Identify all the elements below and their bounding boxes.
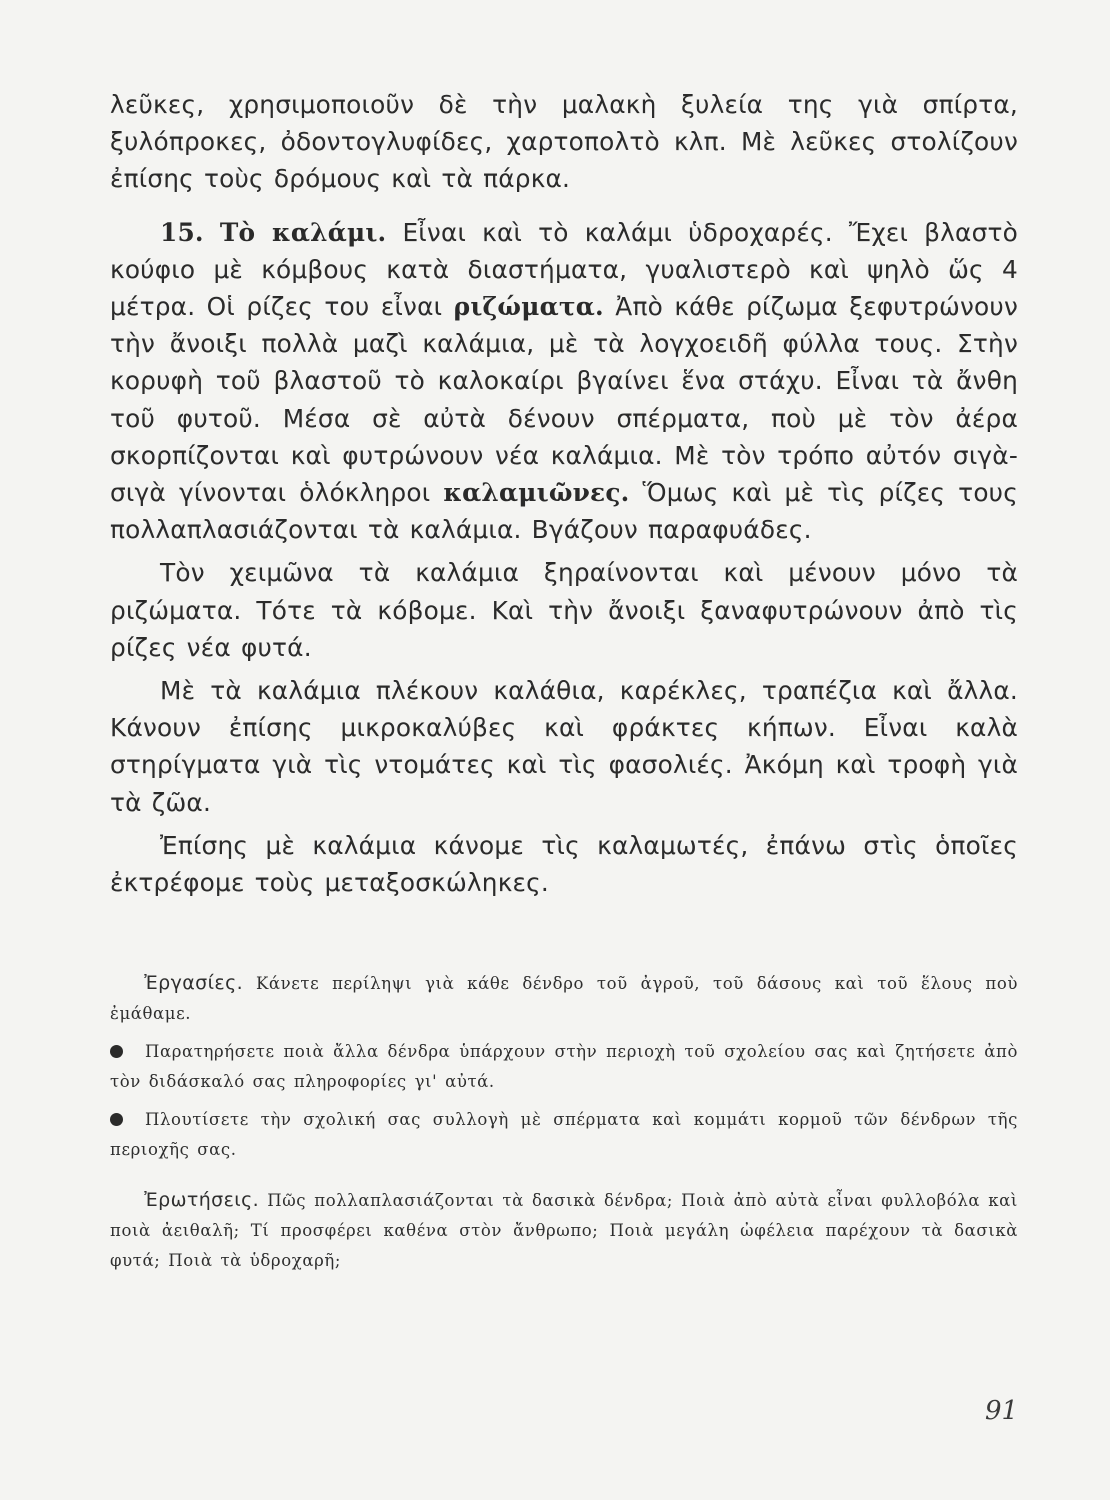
- questions-block: [110, 1185, 1018, 1276]
- main-text: [110, 86, 1018, 901]
- section-paragraph-2: [110, 554, 1018, 666]
- section-title: Τὸ καλάμι.: [219, 217, 387, 247]
- section-paragraph-2-text: Τὸν χειμῶνα τὰ καλάμια ξηραίνονται καὶ μένουν μόνο τὰ ριζώματα. Τότε τὰ κόβομε. Καὶ τὴν ἄνοιξι ξαναφυτρώνουν ἀπὸ τὶς ρίζες νέα φυτά.: [110, 558, 1018, 662]
- section-paragraph-1: [110, 214, 1018, 549]
- section-paragraph-4: [110, 827, 1018, 901]
- questions-paragraph: [110, 1185, 1018, 1276]
- exercises-label: Ἐργασίες.: [144, 972, 244, 994]
- exercise-item-2-text: Πλουτίσετε τὴν σχολική σας συλλογὴ μὲ σπέρματα καὶ κομμάτι κορμοῦ τῶν δένδρων τῆς περιοχῆς σας.: [110, 1110, 1018, 1159]
- section-text-b: Ἀπὸ κάθε ρίζωμα ξεφυτρώνουν τὴν ἄνοιξι πολλὰ μαζὶ καλάμια, μὲ τὰ λογχοειδῆ φύλλα τους. Στὴν κορυφὴ τοῦ βλαστοῦ τὸ καλοκαίρι βγαίνει ἕνα στάχυ. Εἶναι τὰ ἄνθη τοῦ φυτοῦ. Μέσα σὲ αὐτὰ δένουν σπέρματα, ποὺ μὲ τὸν ἀέρα σκορπίζονται καὶ φυτρώνουν νέα καλάμια. Μὲ τὸν τρόπο αὐτόν σιγὰ-σιγὰ γίνονται ὁλόκληροι: [110, 292, 1019, 508]
- exercise-item-1: [110, 1037, 1018, 1097]
- questions-text: Πῶς πολλαπλασιάζονται τὰ δασικὰ δένδρα; Ποιὰ ἀπὸ αὐτὰ εἶναι φυλλοβόλα καὶ ποιὰ ἀειθαλῆ; Τί προσφέρει καθένα στὸν ἄνθρωπο; Ποιὰ μεγάλη ὠφέλεια παρέχουν τὰ δασικὰ φυτά; Ποιὰ τὰ ὑδροχαρῆ;: [110, 1191, 1018, 1270]
- page-number: 91: [985, 1396, 1019, 1426]
- intro-paragraph: λεῦκες, χρησιμοποιοῦν δὲ τὴν μαλακὴ ξυλεία της γιὰ σπίρτα, ξυλόπροκες, ὀδοντογλυφίδες, χαρτοπολτὸ κλπ. Μὲ λεῦκες στολίζουν ἐπίσης τοὺς δρόμους καὶ τὰ πάρκα.: [110, 90, 1018, 194]
- exercises-text: Κάνετε περίληψι γιὰ κάθε δένδρο τοῦ ἀγροῦ, τοῦ δάσους καὶ τοῦ ἕλους ποὺ ἐμάθαμε.: [110, 974, 1018, 1023]
- bullet-icon: [110, 1113, 123, 1126]
- section-paragraph-4-text: Ἐπίσης μὲ καλάμια κάνομε τὶς καλαμωτές, ἐπάνω στὶς ὁποῖες ἐκτρέφομε τοὺς μεταξοσκώληκες.: [110, 830, 1018, 898]
- section-paragraph-3-text: Μὲ τὰ καλάμια πλέκουν καλάθια, καρέκλες, τραπέζια καὶ ἄλλα. Κάνουν ἐπίσης μικροκαλύβες καὶ φράκτες κήπων. Εἶναι καλὰ στηρίγματα γιὰ τὶς ντομάτες καὶ τὶς φασολιές. Ἀκόμη καὶ τροφὴ γιὰ τὰ ζῶα.: [110, 676, 1018, 817]
- bullet-icon: [110, 1045, 123, 1058]
- term-rhizomes: ριζώματα.: [453, 292, 604, 322]
- section-paragraph-3: [110, 672, 1018, 821]
- exercises-paragraph: [110, 968, 1018, 1029]
- section-text-c: Ὅμως καὶ μὲ τὶς ρίζες τους πολλαπλασιάζονται τὰ καλάμια. Βγάζουν παραφυάδες.: [110, 478, 1018, 545]
- exercise-item-1-text: Παρατηρήσετε ποιὰ ἄλλα δένδρα ὑπάρχουν στὴν περιοχὴ τοῦ σχολείου σας καὶ ζητήσετε ἀπὸ τὸν διδάσκαλό σας πληροφορίες γι' αὐτά.: [110, 1042, 1018, 1091]
- term-reedbeds: καλαμιῶνες.: [443, 478, 630, 508]
- exercises-block: [110, 968, 1018, 1165]
- section-number: 15.: [160, 217, 204, 247]
- section-text-a: Εἶναι καὶ τὸ καλάμι ὑδροχαρές. Ἔχει βλαστὸ κούφιο μὲ κόμβους κατὰ διαστήματα, γυαλιστερὸ καὶ ψηλὸ ὥς 4 μέτρα. Οἱ ρίζες του εἶναι: [110, 217, 1018, 322]
- exercise-item-2: [110, 1105, 1018, 1165]
- questions-label: Ἐρωτήσεις.: [144, 1189, 260, 1211]
